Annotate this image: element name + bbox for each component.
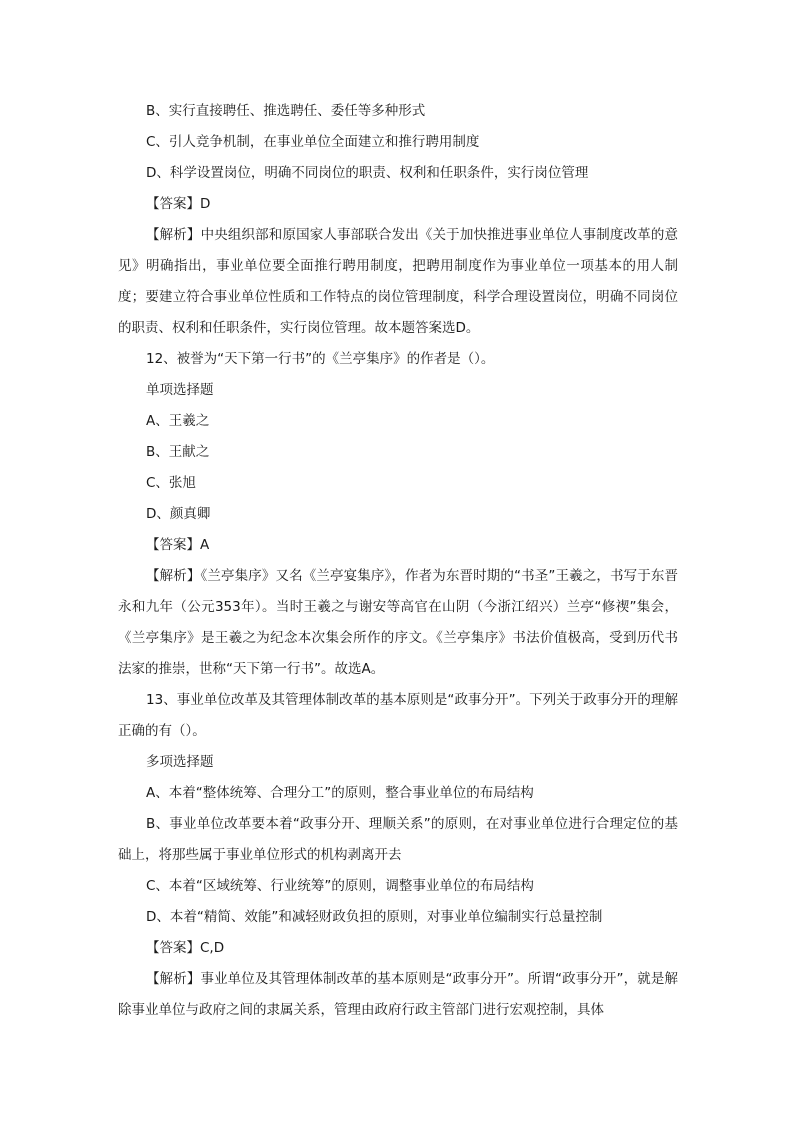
q12-stem: 12、被誉为“天下第一行书”的《兰亭集序》的作者是（）。 [146,351,495,367]
q11-option-d: D、科学设置岗位，明确不同岗位的职责、权利和任职条件，实行岗位管理 [146,165,589,181]
q13-option-d: D、本着“精简、效能”和减轻财政负担的原则，对事业单位编制实行总量控制 [146,909,603,925]
q12-option-a: A、王羲之 [146,413,210,429]
q12-analysis: 【解析】《兰亭集序》又名《兰亭宴集序》，作者为东晋时期的“书圣”王羲之，书写于东晋永和九年（公元353年）。当时王羲之与谢安等高官在山阴（今浙江绍兴）兰亭“修禊”集会，《兰亭集序》是王羲之为纪念本次集会所作的序文。《兰亭集序》书法价值极高，受到历代书法家的推崇，世称“天下第一行书”。故选A。 [118,568,678,677]
q11-option-b: B、实行直接聘任、推选聘任、委任等多种形式 [146,103,426,119]
q13-analysis: 【解析】事业单位及其管理体制改革的基本原则是“政事分开”。所谓“政事分开”，就是解除事业单位与政府之间的隶属关系，管理由政府行政主管部门进行宏观控制，具体 [118,971,678,1018]
q13-option-a: A、本着“整体统筹、合理分工”的原则，整合事业单位的布局结构 [146,785,534,801]
q12-option-d: D、颜真卿 [146,506,211,522]
q12-option-c: C、张旭 [146,475,196,491]
q13-option-b: B、事业单位改革要本着“政事分开、理顺关系”的原则，在对事业单位进行合理定位的基础上，将那些属于事业单位形式的机构剥离开去 [118,816,678,863]
q11-analysis: 【解析】中央组织部和原国家人事部联合发出《关于加快推进事业单位人事制度改革的意见》明确指出，事业单位要全面推行聘用制度，把聘用制度作为事业单位一项基本的用人制度；要建立符合事业单位性质和工作特点的岗位管理制度，科学合理设置岗位，明确不同岗位的职责、权利和任职条件，实行岗位管理。故本题答案选D。 [118,227,678,336]
q13-answer: 【答案】C,D [146,940,225,956]
q13-stem: 13、事业单位改革及其管理体制改革的基本原则是“政事分开”。下列关于政事分开的理解正确的有（）。 [118,692,678,739]
q11-option-c: C、引人竞争机制，在事业单位全面建立和推行聘用制度 [146,134,480,150]
q12-type: 单项选择题 [146,382,214,398]
q13-option-c: C、本着“区域统筹、行业统筹”的原则，调整事业单位的布局结构 [146,878,534,894]
q11-answer: 【答案】D [146,196,211,212]
q12-option-b: B、王献之 [146,444,210,460]
q13-type: 多项选择题 [146,754,214,770]
q12-answer: 【答案】A [146,537,210,553]
document-body [118,96,678,1026]
